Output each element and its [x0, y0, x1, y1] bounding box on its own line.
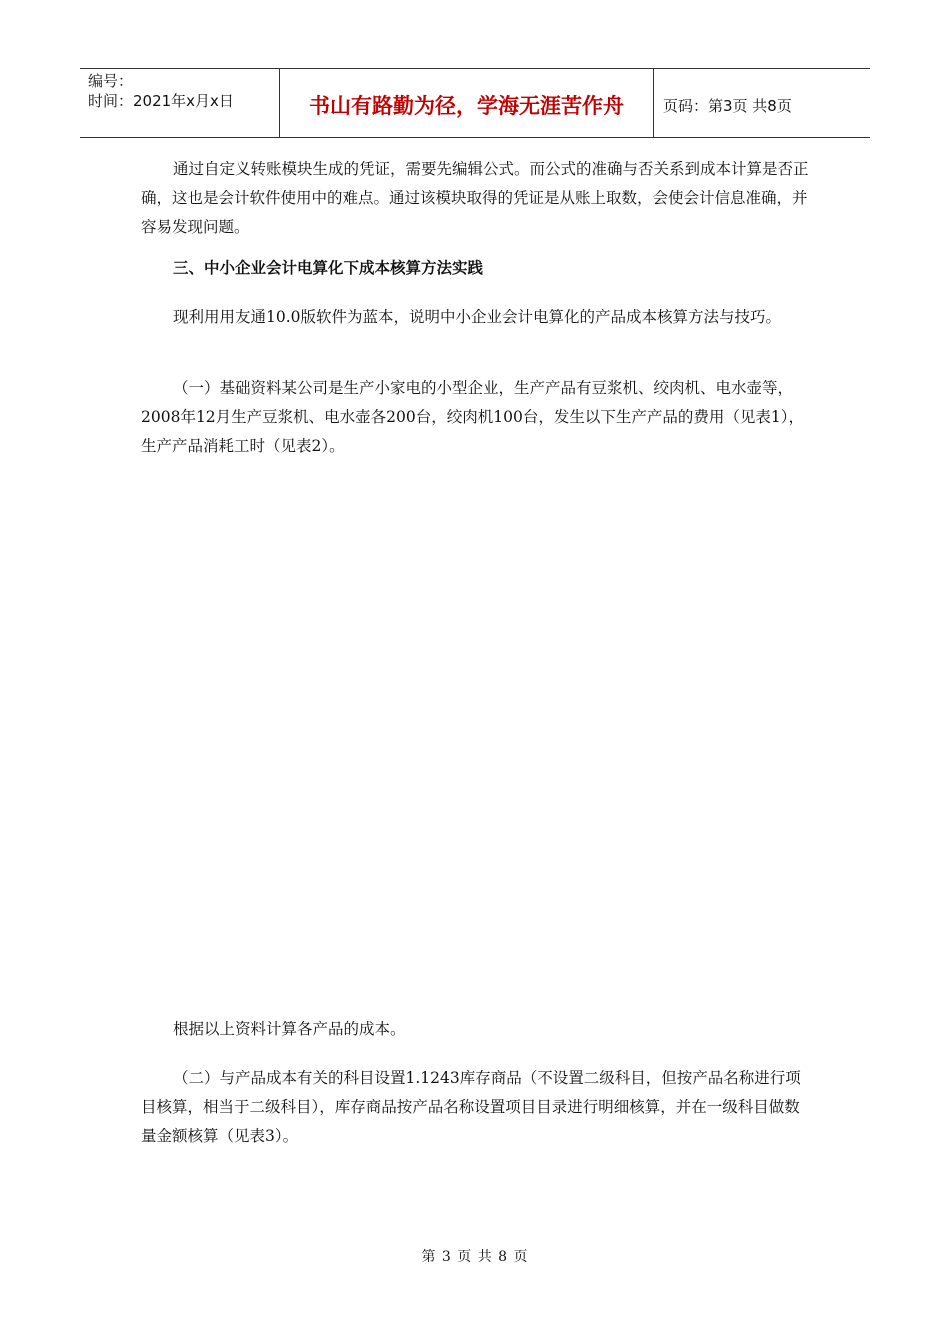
page-footer: 第 3 页 共 8 页 [421, 1249, 529, 1265]
section-heading [141, 254, 811, 283]
paragraph-text: 通过自定义转账模块生成的凭证，需要先编辑公式。而公式的准确与否关系到成本计算是否正确，这也是会计软件使用中的难点。通过该模块取得的凭证是从账上取数，会使会计信息准确，并容易发现问题。 [141, 160, 809, 236]
body-paragraph-4 [141, 1015, 811, 1044]
page-header [80, 68, 870, 138]
paragraph-text: （一）基础资料某公司是生产小家电的小型企业，生产产品有豆浆机、绞肉机、电水壶等，2008年12月生产豆浆机、电水壶各200台，绞肉机100台，发生以下生产产品的费用（见表1），生产产品消耗工时（见表2）。 [141, 379, 804, 455]
body-paragraph-5 [141, 1064, 811, 1151]
paragraph-text: 根据以上资料计算各产品的成本。 [173, 1020, 406, 1038]
body-paragraph-3 [141, 374, 811, 461]
header-meta [80, 69, 280, 137]
body-paragraph-1 [141, 155, 811, 242]
document-date: 时间：2021年x月x日 [88, 92, 234, 110]
paragraph-text: 现利用用友通10.0版软件为蓝本，说明中小企业会计电算化的产品成本核算方法与技巧。 [173, 308, 782, 326]
body-paragraph-2 [141, 303, 811, 332]
paragraph-text: （二）与产品成本有关的科目设置1.1243库存商品（不设置二级科目，但按产品名称进行项目核算，相当于二级科目），库存商品按产品名称设置项目目录进行明细核算，并在一级科目做数量金额核算（见表3）。 [141, 1069, 801, 1145]
heading-text: 三、中小企业会计电算化下成本核算方法实践 [173, 259, 484, 277]
header-motto: 书山有路勤为径，学海无涯苦作舟 [280, 69, 654, 137]
header-page-info: 页码：第3页 共8页 [663, 96, 792, 115]
document-number-label: 编号： [88, 72, 134, 90]
